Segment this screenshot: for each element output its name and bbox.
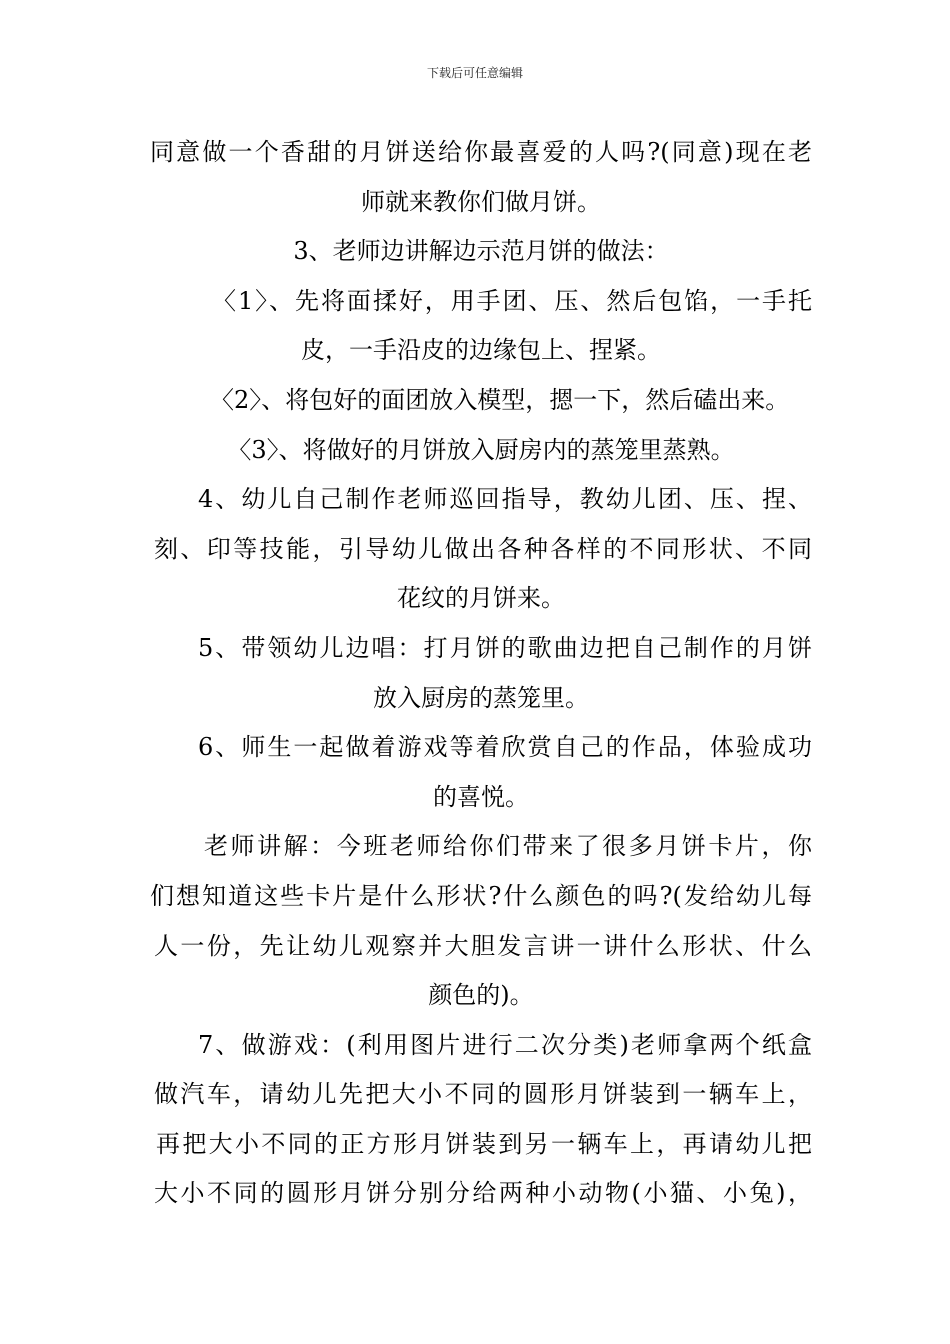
text-line: 同意做一个香甜的月饼送给你最喜爱的人吗?(同意)现在老: [150, 138, 812, 166]
document-body: [140, 128, 812, 1219]
text-line: 刻、印等技能，引导幼儿做出各种各样的不同形状、不同: [154, 534, 812, 563]
text-line: 〈3〉、将做好的月饼放入厨房内的蒸笼里蒸熟。: [227, 435, 735, 464]
text-line: 颜色的)。: [428, 981, 534, 1010]
text-line: 〈1〉、先将面揉好，用手团、压、然后包馅，一手托: [212, 286, 812, 315]
text-line: 人一份，先让幼儿观察并大胆发言讲一讲什么形状、什么: [154, 931, 812, 960]
text-line: 花纹的月饼来。: [397, 584, 565, 613]
page-header: 下载后可任意编辑: [426, 66, 523, 80]
text-line: 4、幼儿自己制作老师巡回指导，教幼儿团、压、捏、: [198, 485, 812, 514]
text-line: 老师讲解：今班老师给你们带来了很多月饼卡片，你: [204, 832, 812, 861]
text-line: 放入厨房的蒸笼里。: [373, 683, 589, 712]
text-line: 做汽车，请幼儿先把大小不同的圆形月饼装到一辆车上，: [154, 1080, 812, 1109]
text-line: 的喜悦。: [433, 782, 529, 811]
text-line: 5、带领幼儿边唱：打月饼的歌曲边把自己制作的月饼: [198, 633, 812, 662]
text-line: 6、师生一起做着游戏等着欣赏自己的作品，体验成功: [198, 733, 812, 762]
text-line: 3、老师边讲解边示范月饼的做法：: [293, 237, 669, 266]
text-line: 师就来教你们做月饼。: [361, 187, 601, 216]
text-line: 大小不同的圆形月饼分别分给两种小动物(小猫、小兔)，: [154, 1179, 812, 1208]
text-line: 们想知道这些卡片是什么形状?什么颜色的吗?(发给幼儿每: [150, 881, 812, 910]
text-line: 〈2〉、将包好的面团放入模型，摁一下，然后磕出来。: [210, 385, 790, 414]
text-line: 7、做游戏：(利用图片进行二次分类)老师拿两个纸盒: [198, 1030, 812, 1059]
text-line: 再把大小不同的正方形月饼装到另一辆车上，再请幼儿把: [156, 1129, 812, 1158]
text-line: 皮，一手沿皮的边缘包上、捏紧。: [301, 336, 661, 365]
